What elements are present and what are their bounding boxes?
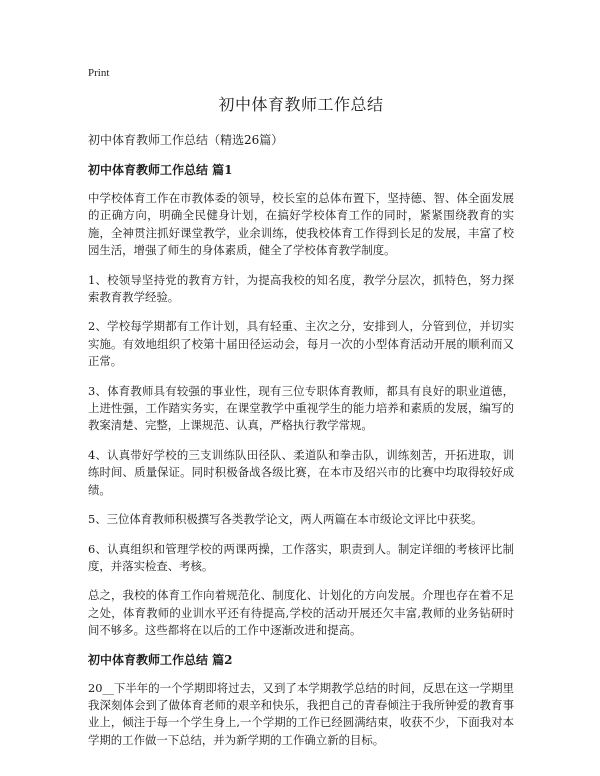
section-1 (88, 162, 514, 640)
paragraph: 3、体育教师具有较强的事业性，现有三位专职体育教师，都具有良好的职业道德，上进性强，工作踏实务实，在课堂教学中重视学生的能力培养和素质的发展，编写的教案清楚、完整，上课规范、认真，严格执行教学常规。 (88, 383, 514, 433)
section-heading: 初中体育教师工作总结 篇2 (88, 652, 233, 667)
paragraph: 中学校体育工作在市教体委的领导，校长室的总体布置下，坚持德、智、体全面发展的正确方向，明确全民健身计划，在搞好学校体育工作的同时，紧紧围绕教育的实施，全神贯注抓好课堂教学，业余训练，使我校体育工作得到长足的发展，丰富了校园生活，增强了师生的身体素质，健全了学校体育教学制度。 (88, 191, 514, 258)
paragraph: 4、认真带好学校的三支训练队田径队、柔道队和拳击队，训练刻苦，开拓进取，训练时间、质量保证。同时积极备战各级比赛，在本市及绍兴市的比赛中均取得较好成绩。 (88, 447, 514, 497)
paragraph: 总之，我校的体育工作向着规范化、制度化、计划化的方向发展。介理也存在着不足之处，体育教师的业训水平还有待提高,学校的活动开展还欠丰富,教师的业务钻研时间不够多。这些都将在以后的工作中逐渐改进和提高。 (88, 588, 514, 638)
document-page (88, 66, 514, 761)
print-label: Print (88, 67, 110, 79)
page-title: 初中体育教师工作总结 (218, 95, 384, 114)
paragraph: 2、学校每学期都有工作计划，具有轻重、主次之分，安排到人，分管到位，并切实实施。有效地组织了校第十届田径运动会，每月一次的小型体育活动开展的顺利而又正常。 (88, 319, 514, 369)
section-2 (88, 652, 514, 750)
paragraph: 6、认真组织和管理学校的两课两操，工作落实，职责到人。制定详细的考核评比制度，并落实检查、考核。 (88, 541, 514, 573)
document-subtitle: 初中体育教师工作总结（精选26篇） (88, 133, 284, 147)
paragraph: 1、校领导坚持党的教育方针，为提高我校的知名度，教学分层次，抓特色，努力探索教育教学经验。 (88, 272, 514, 305)
paragraph: 5、三位体育教师积极撰写各类教学论文，两人两篇在本市级论文评比中获奖。 (88, 512, 483, 527)
section-heading: 初中体育教师工作总结 篇1 (88, 163, 233, 177)
paragraph: 20__下半年的一个学期即将过去，又到了本学期教学总结的时间，反思在这一学期里我深刻体会到了做体育老师的艰辛和快乐，我把自己的青春倾注于我所钟爱的教育事业上，倾注于每一个学生身上,一个学期的工作已经圆满结束，收获不少，下面我对本学期的工作做一下总结，并为新学期的工作确立新的目标。 (88, 680, 514, 747)
